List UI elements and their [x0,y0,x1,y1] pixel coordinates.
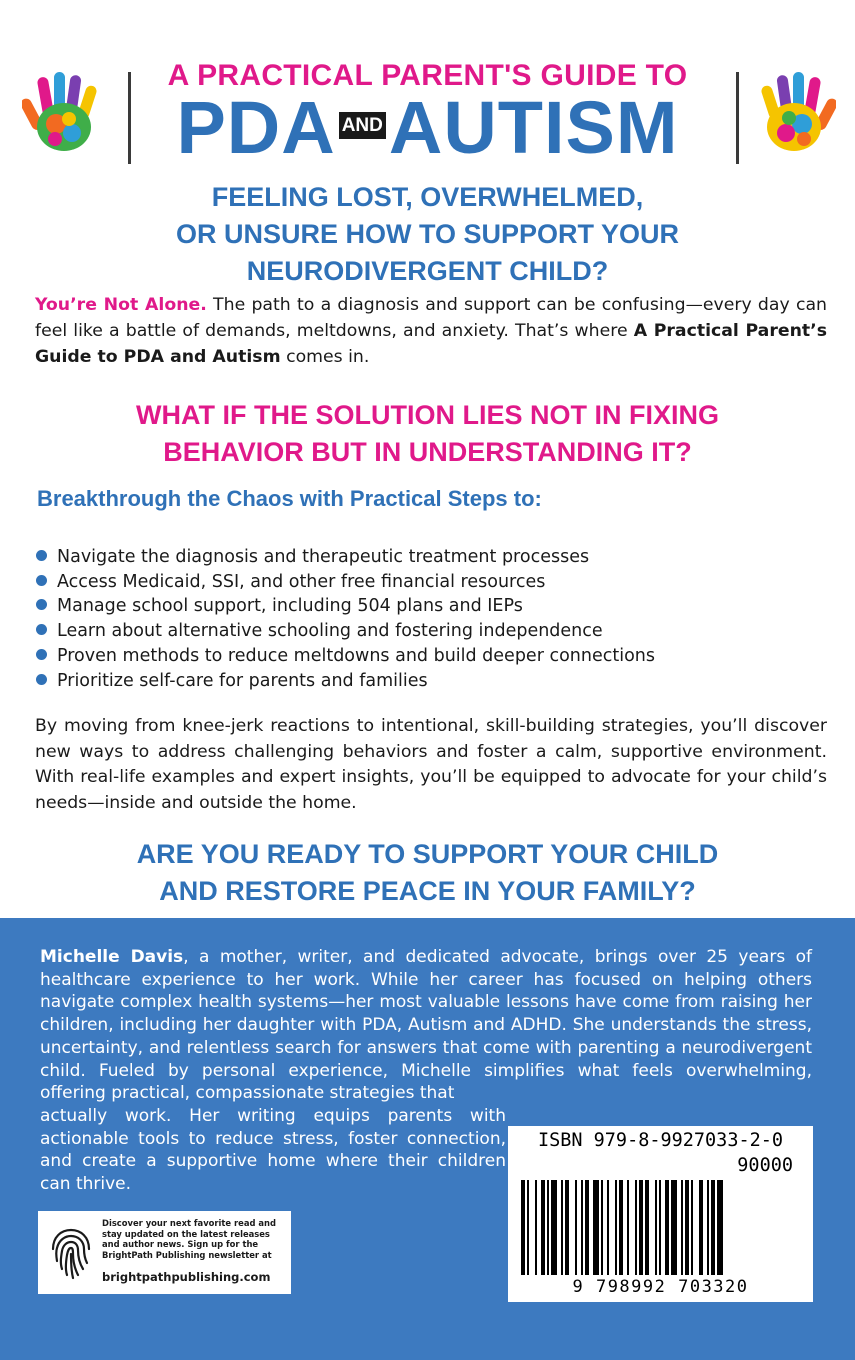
intro-book-title: A Practical Parent’s Guide to PDA and Autism [35,321,827,367]
barcode-bar [541,1180,545,1275]
ean-digits: 9 798992 703320 [572,1277,749,1297]
list-item-text: Manage school support, including 504 plans and IEPs [57,596,523,617]
isbn-barcode [508,1126,813,1302]
barcode-bar [635,1180,637,1275]
strategies-paragraph: By moving from knee-jerk reactions to intentional, skill-building strategies, you’ll discover new ways to address challenging behaviors and foster a calm, supportive environment. With real-life examples and expert insights, you’ll be equipped to advocate for your child’s needs—inside and outside the home. [35,716,827,813]
barcode-bar [547,1180,549,1275]
barcode-bar [639,1180,643,1275]
author-name: Michelle Davis [40,947,184,967]
title-main [0,86,855,169]
barcode-bar [671,1180,677,1275]
headline-line: FEELING LOST, OVERWHELMED, [211,182,644,212]
list-item [36,545,655,570]
barcode-bar [551,1180,557,1275]
bullet-dot-icon [36,599,47,610]
barcode-bar [601,1180,603,1275]
barcode-bar [627,1180,629,1275]
promo-url[interactable]: brightpathpublishing.com [102,1270,271,1284]
headline-line: NEURODIVERGENT CHILD? [246,256,609,286]
practical-steps-heading: Breakthrough the Chaos with Practical Steps to: [37,486,542,511]
author-bio-continued: actually work. Her writing equips parents with actionable tools to reduce stress, foster connection, and create a supportive home where their children can thrive. [40,1106,506,1195]
barcode-bar [581,1180,583,1275]
barcode-bar [535,1180,537,1275]
list-item-text: Proven methods to reduce meltdowns and build deeper connections [57,645,655,666]
barcode-bar [665,1180,669,1275]
list-item [36,570,655,595]
list-item [36,669,655,694]
barcode-bar [681,1180,683,1275]
intro-text: The path to a diagnosis and support can be confusing—every day can feel like a battle of demands, meltdowns, and anxiety. That’s where [35,295,827,341]
barcode-bar [645,1180,649,1275]
title-line-1: A PRACTICAL PARENT'S GUIDE TO [167,59,688,92]
headline-line: BEHAVIOR BUT IN UNDERSTANDING IT? [163,437,692,467]
barcode-bar [691,1180,693,1275]
barcode-bars [518,1180,803,1275]
bullet-dot-icon [36,624,47,635]
bullet-dot-icon [36,674,47,685]
list-item-text: Learn about alternative schooling and fostering independence [57,621,603,642]
list-item [36,619,655,644]
promo-text: Discover your next favorite read and stay updated on the latest releases and author news. Sign up for the BrightPath Publishing newsletter at [102,1218,276,1261]
barcode-bar [561,1180,563,1275]
headline-ready [40,836,815,910]
list-item-text: Navigate the diagnosis and therapeutic treatment processes [57,547,590,567]
price-code: 90000 [737,1155,793,1176]
right-handprint-icon [754,69,836,155]
barcode-bar [585,1180,589,1275]
bullet-dot-icon [36,575,47,586]
intro-lead: You’re Not Alone. [35,295,207,315]
title-word-autism: AUTISM [388,86,679,169]
list-item [36,594,655,619]
list-item-text: Prioritize self-care for parents and families [57,670,428,691]
intro-text-end: comes in. [280,347,370,367]
barcode-bar [565,1180,569,1275]
title-block [0,55,855,167]
title-and-box: AND [339,112,386,139]
author-bio [40,946,812,1105]
barcode-bar [593,1180,599,1275]
headline-line: WHAT IF THE SOLUTION LIES NOT IN FIXING [136,400,719,430]
headline-line: AND RESTORE PEACE IN YOUR FAMILY? [159,876,696,906]
fingerprint-icon [47,1225,95,1281]
bullet-dot-icon [36,649,47,660]
headline-line: OR UNSURE HOW TO SUPPORT YOUR [175,219,680,249]
newsletter-promo [38,1211,291,1294]
right-title-rule [736,72,739,164]
barcode-bar [711,1180,715,1275]
list-item [36,644,655,669]
barcode-bar [655,1180,657,1275]
title-word-pda: PDA [176,86,336,169]
barcode-bar [615,1180,617,1275]
barcode-bar [527,1180,529,1275]
author-bio-text: , a mother, writer, and dedicated advocate, brings over 25 years of healthcare experience to her work. While her career has focused on helping others navigate complex health systems—her most valuable lessons have come from raising her children, including her daughter with PDA, Autism and ADHD. She understands the stress, uncertainty, and relentless search for answers that come with parenting a neurodivergent child. Fueled by personal experience, Michelle simplifies what feels overwhelming, offering practical, compassionate strategies that [40,947,812,1104]
headline-line: ARE YOU READY TO SUPPORT YOUR CHILD [136,839,719,869]
barcode-bar [685,1180,689,1275]
bullet-dot-icon [36,550,47,561]
headline-solution [40,397,815,471]
barcode-bar [717,1180,723,1275]
barcode-bar [619,1180,623,1275]
steps-list [36,545,655,693]
isbn-number: ISBN 979-8-9927033-2-0 [537,1130,784,1151]
headline-feeling-lost [40,179,815,290]
barcode-bar [707,1180,709,1275]
barcode-bar [607,1180,609,1275]
barcode-bar [699,1180,703,1275]
intro-paragraph [35,292,827,370]
barcode-bar [521,1180,525,1275]
list-item-text: Access Medicaid, SSI, and other free financial resources [57,571,546,592]
barcode-bar [575,1180,577,1275]
barcode-bar [659,1180,661,1275]
